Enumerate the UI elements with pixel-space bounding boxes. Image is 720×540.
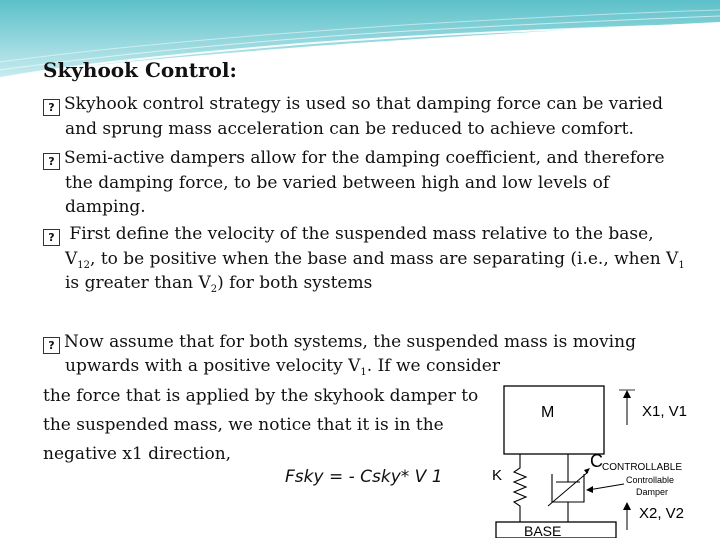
base-label: BASE — [524, 523, 562, 538]
p4-line1: Now assume that for both systems, the suspended mass is moving — [64, 332, 636, 352]
mass-label: M — [541, 404, 555, 421]
bullet-box-icon: ? — [43, 229, 60, 246]
p2-line2: the damping force, to be varied between high and low levels of — [65, 172, 610, 193]
p2-line3: damping. — [65, 197, 146, 217]
p4-line5: negative x1 direction, — [43, 444, 232, 464]
skyhook-formula: Fsky = - Csky* V 1 — [285, 467, 443, 487]
skyhook-damper-diagram — [486, 380, 702, 538]
controllable-label: CONTROLLABLE — [602, 462, 683, 473]
bullet-skyhook-strategy — [43, 92, 663, 141]
controllable-damper-label-1: Controllable — [626, 475, 675, 485]
x2-v2-label: X2, V2 — [639, 505, 685, 522]
bullet-box-icon: ? — [43, 153, 60, 170]
bullet-box-icon: ? — [43, 337, 60, 354]
spring — [514, 454, 526, 522]
p4-line2: upwards with a positive velocity $V_1$. If we consider — [65, 356, 500, 378]
p1-line1: Skyhook control strategy is used so that damping force can be varied — [64, 94, 664, 114]
spring-label: K — [492, 467, 503, 484]
bullet-box-icon: ? — [43, 99, 60, 116]
bullet-semi-active — [43, 146, 665, 220]
p3-line1: First define the velocity of the suspended mass relative to the base, — [64, 224, 654, 244]
controllable-damper-label-2: Damper — [636, 487, 669, 497]
p3-line3: is greater than $V_2$) for both systems — [65, 273, 373, 295]
bullet-relative-velocity — [43, 222, 685, 296]
p2-line1: Semi-active dampers allow for the damping coefficient, and therefore — [64, 148, 665, 168]
p4-line3: the force that is applied by the skyhook damper to — [43, 386, 479, 406]
p4-line4: the suspended mass, we notice that it is in the — [43, 415, 444, 435]
p3-line2: $V_{12}$, to be positive when the base and mass are separating (i.e., when $V_1$ — [65, 248, 685, 271]
damper-c-label: C — [590, 451, 603, 471]
x1-v1-label: X1, V1 — [642, 403, 688, 420]
slide-title: Skyhook Control: — [43, 58, 237, 82]
p1-line2: and sprung mass acceleration can be reduced to achieve comfort. — [65, 118, 634, 139]
